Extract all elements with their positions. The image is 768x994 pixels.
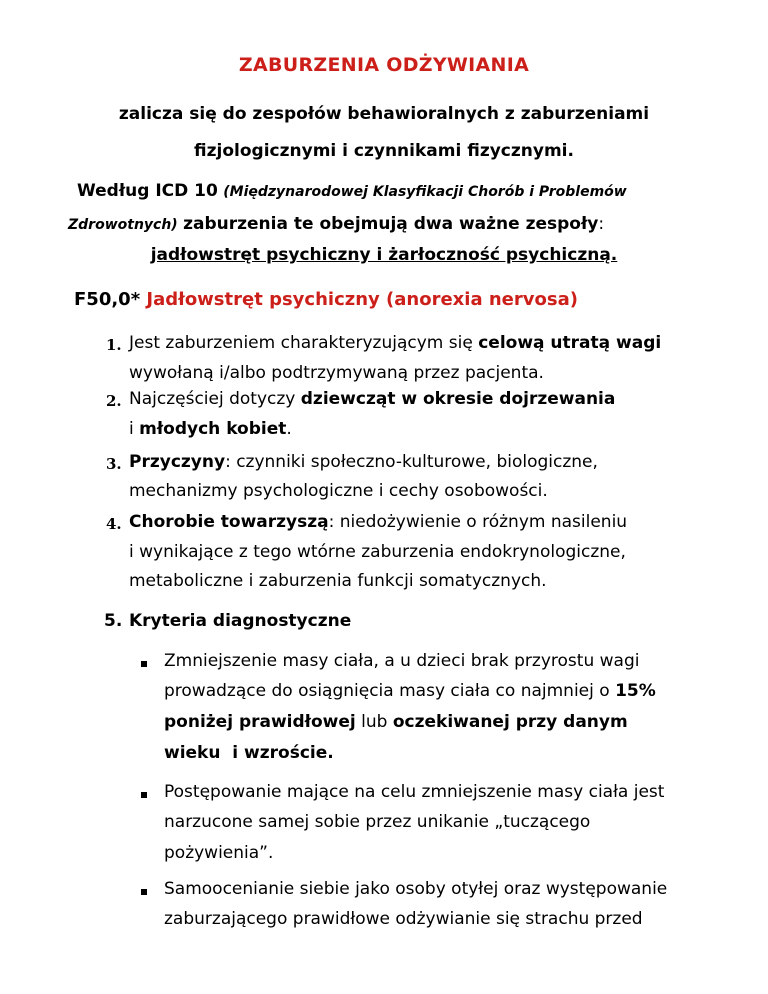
criterion-3-line-1: Samoocenianie siebie jako osoby otyłej oraz występowanie xyxy=(164,879,668,899)
list-item-1-line-2: wywołaną i/albo podtrzymywaną przez pacjenta. xyxy=(129,363,544,383)
list-number: 5. xyxy=(104,611,123,631)
list-item-emphasis: Chorobie towarzyszą xyxy=(129,512,329,532)
list-item-emphasis: celową utratą wagi xyxy=(478,333,662,353)
list-item-3-line-1 xyxy=(129,452,598,472)
criterion-3-line-2: zaburzającego prawidłowe odżywianie się strachu przed xyxy=(164,909,643,929)
section-heading xyxy=(74,289,578,310)
criterion-emphasis: oczekiwanej przy danym xyxy=(392,712,628,732)
bullet-square-icon xyxy=(141,889,147,895)
icd-full-name-part-2: Zdrowotnych) xyxy=(68,217,178,233)
icd-statement: zaburzenia te obejmują dwa ważne zespoły xyxy=(183,214,599,234)
icd-syndromes: jadłowstręt psychiczny i żarłoczność psychiczną. xyxy=(150,245,618,265)
criterion-text: lub xyxy=(355,712,393,732)
list-item-2-line-1 xyxy=(129,389,615,409)
icd-colon: : xyxy=(598,214,605,234)
criterion-2-line-1: Postępowanie mające na celu zmniejszenie masy ciała jest xyxy=(164,782,665,802)
list-item-4-line-1 xyxy=(129,512,627,532)
criterion-1-line-1: Zmniejszenie masy ciała, a u dzieci brak przyrostu wagi xyxy=(164,651,640,671)
criterion-1-line-3 xyxy=(164,712,628,732)
criterion-emphasis: wieku i wzroście. xyxy=(164,743,334,763)
list-item-text: Najczęściej dotyczy xyxy=(129,389,301,409)
criterion-emphasis: 15% xyxy=(615,681,656,701)
list-item-text: Jest zaburzeniem charakteryzującym się xyxy=(129,333,479,353)
list-item-text: . xyxy=(286,419,292,439)
list-item-4-line-2: i wynikające z tego wtórne zaburzenia endokrynologiczne, xyxy=(129,542,626,562)
criterion-2-line-3: pożywienia”. xyxy=(164,843,274,863)
list-item-text: : czynniki społeczno-kulturowe, biologiczne, xyxy=(225,452,598,472)
list-item-emphasis: młodych kobiet xyxy=(139,419,287,439)
subtitle-line-2: fizjologicznymi i czynnikami fizycznymi. xyxy=(194,141,574,161)
list-item-text: : niedożywienie o różnym nasileniu xyxy=(328,512,628,532)
criteria-heading: Kryteria diagnostyczne xyxy=(129,611,352,631)
list-item-4-line-3: metaboliczne i zaburzenia funkcji somatycznych. xyxy=(129,571,547,591)
criterion-2-line-2: narzucone samej sobie przez unikanie „tuczącego xyxy=(164,812,591,832)
list-number: 4. xyxy=(106,515,122,533)
subtitle-line-1: zalicza się do zespołów behawioralnych z zaburzeniami xyxy=(118,104,650,124)
list-item-1-line-1 xyxy=(129,333,661,353)
icd-intro-line-2 xyxy=(68,214,604,234)
bullet-square-icon xyxy=(141,661,147,667)
list-item-3-line-2: mechanizmy psychologiczne i cechy osobowości. xyxy=(129,481,548,501)
criterion-1-line-4 xyxy=(164,743,334,763)
list-item-2-line-2 xyxy=(129,419,292,439)
section-name: Jadłowstręt psychiczny (anorexia nervosa) xyxy=(146,289,578,310)
list-item-emphasis: Przyczyny xyxy=(129,452,226,472)
list-number: 1. xyxy=(106,336,122,354)
list-item-text: i xyxy=(129,419,140,439)
icd-full-name-part-1: (Międzynarodowej Klasyfikacji Chorób i Problemów xyxy=(223,184,627,200)
bullet-square-icon xyxy=(141,792,147,798)
list-number: 3. xyxy=(106,455,122,473)
section-code: F50,0* xyxy=(74,289,141,310)
document-title: ZABURZENIA ODŻYWIANIA xyxy=(238,54,530,76)
icd-intro-line-1 xyxy=(77,181,627,201)
icd-label: Według ICD 10 xyxy=(77,181,218,201)
criterion-emphasis: poniżej prawidłowej xyxy=(164,712,356,732)
list-item-emphasis: dziewcząt w okresie dojrzewania xyxy=(300,389,616,409)
criterion-text: prowadzące do osiągnięcia masy ciała co najmniej o xyxy=(164,681,616,701)
criterion-1-line-2 xyxy=(164,681,656,701)
list-number: 2. xyxy=(106,392,122,410)
